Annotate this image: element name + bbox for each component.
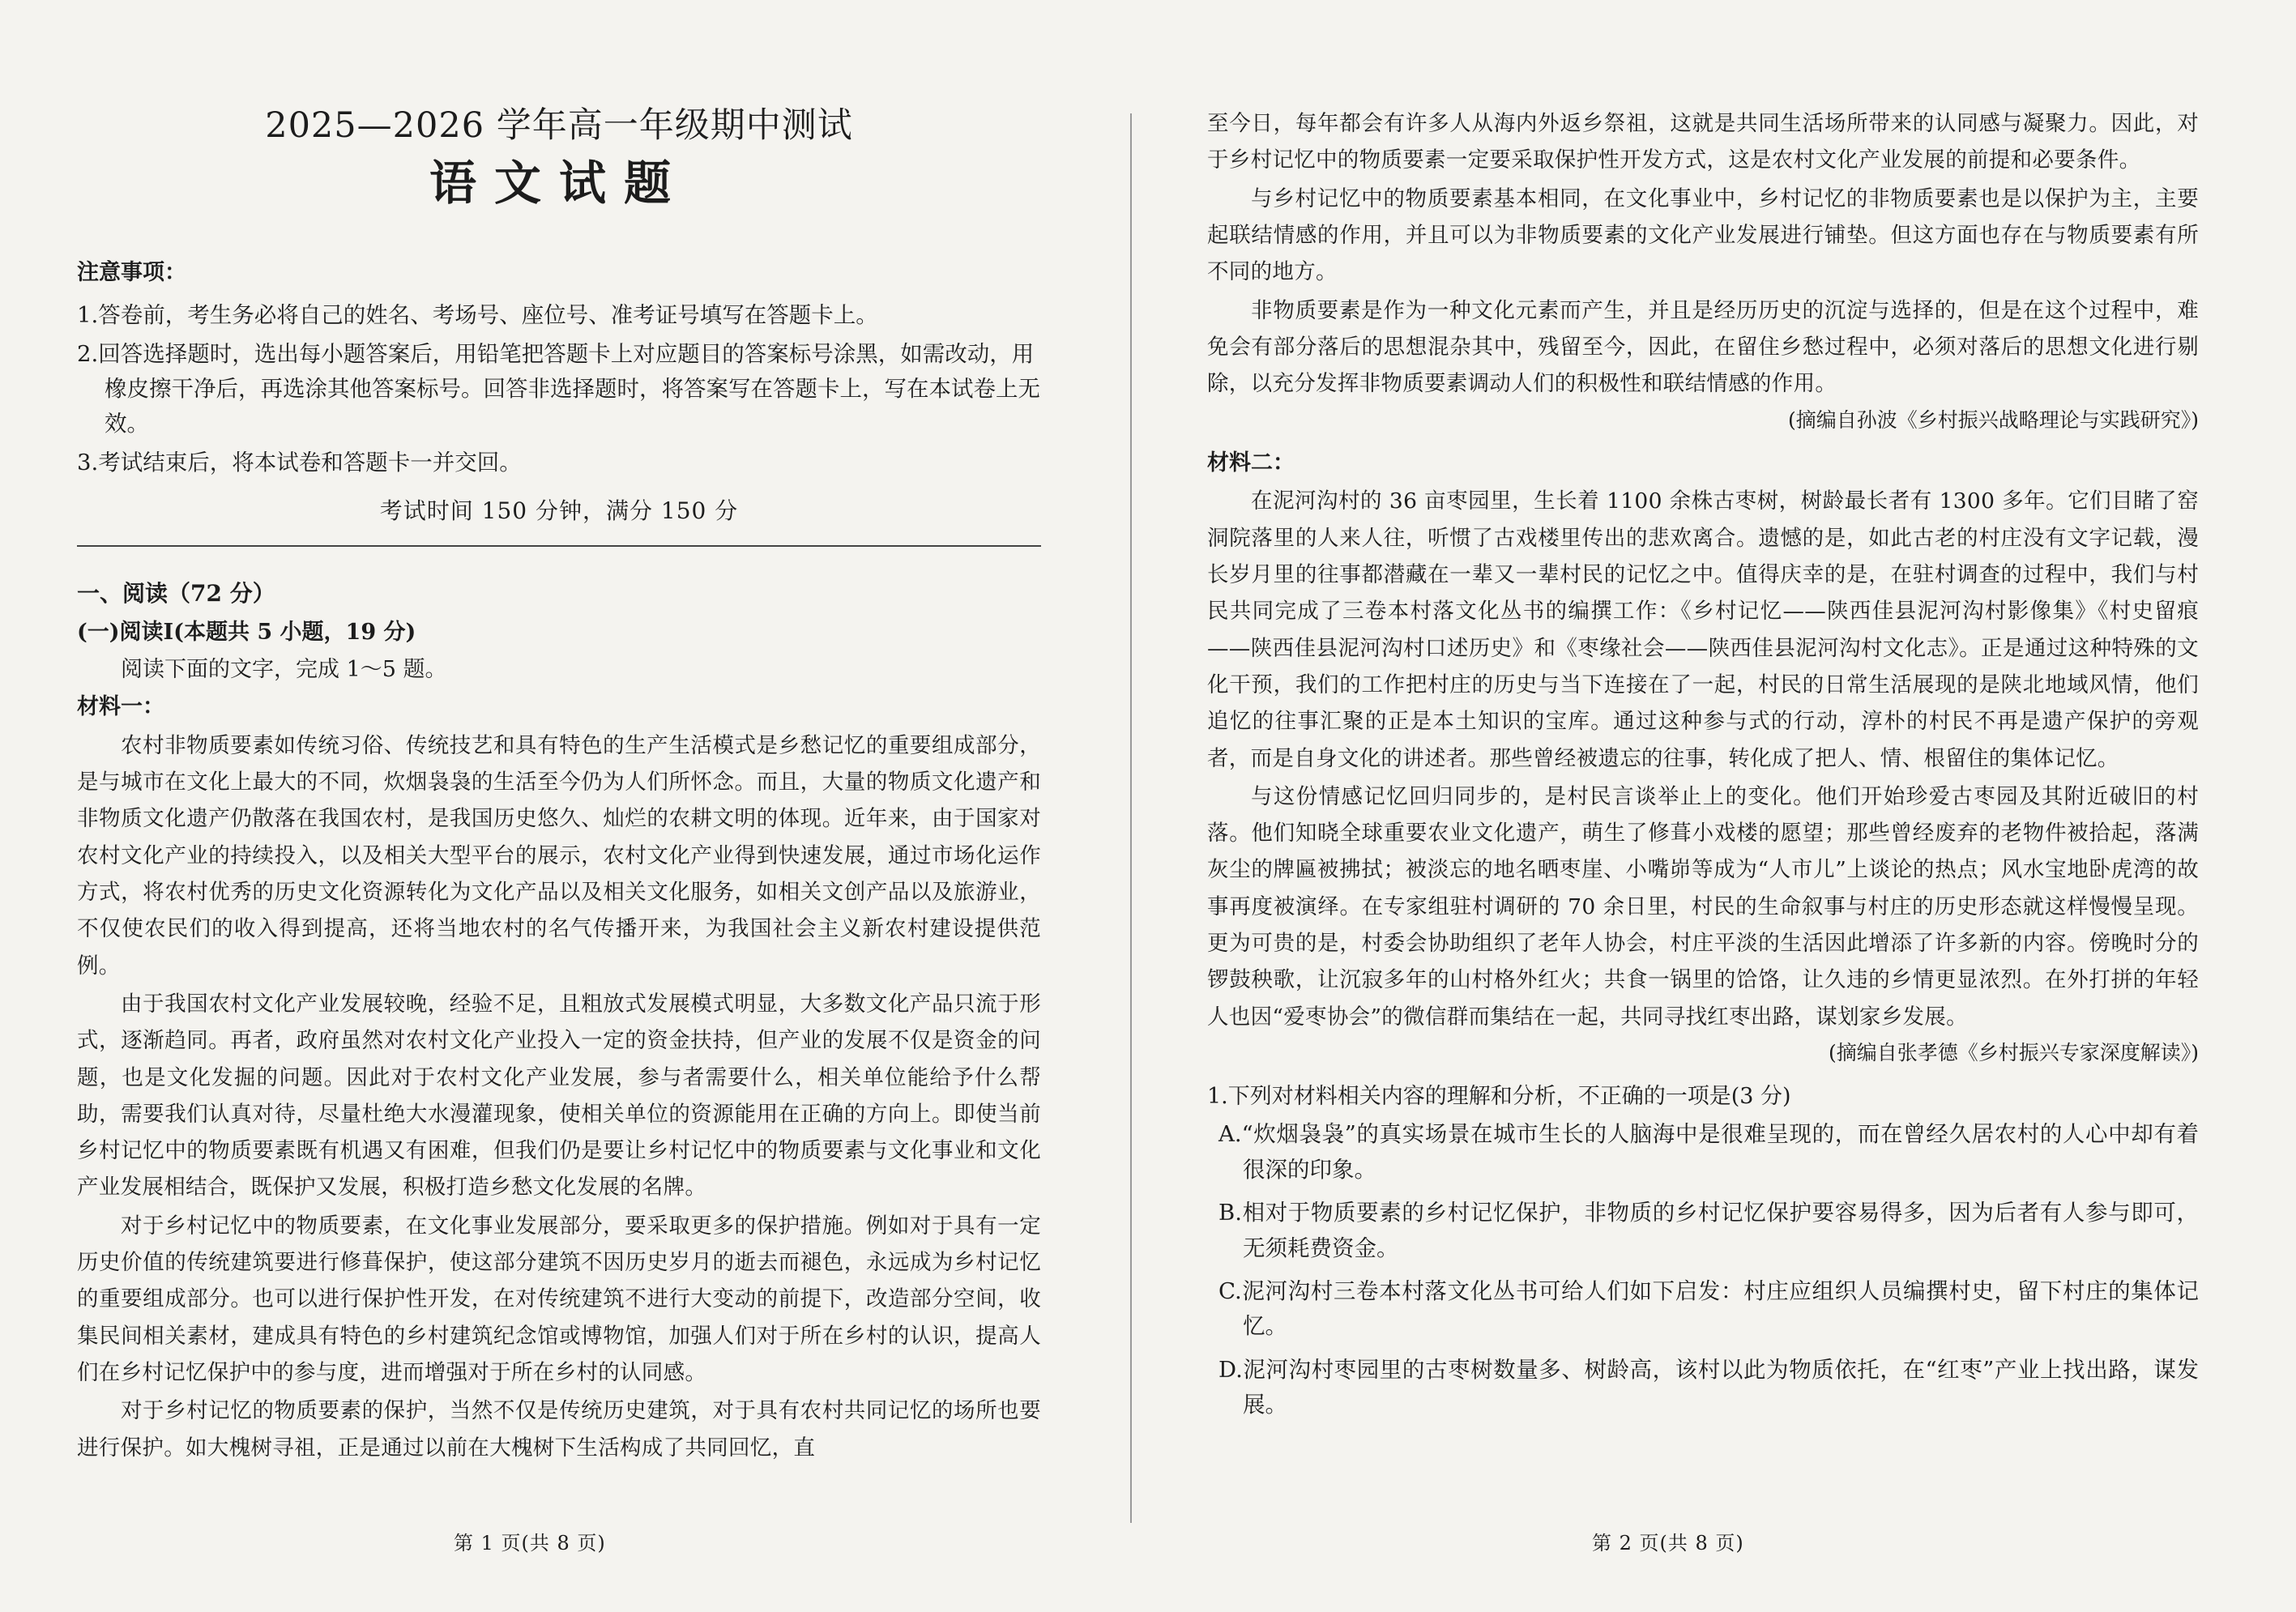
- material-1-paragraph: 对于乡村记忆中的物质要素，在文化事业发展部分，要采取更多的保护措施。例如对于具有一定历史价值的传统建筑要进行修葺保护，使这部分建筑不因历史岁月的逝去而褪色，永远成为乡村记忆的重要组成部分。也可以进行保护性开发，在对传统建筑不进行大变动的前提下，改造部分空间，收集民间相关素材，建成具有特色的乡村建筑纪念馆或博物馆，加强人们对于所在乡村的认识，提高人们在乡村记忆保护中的参与度，进而增强对于所在乡村的认同感。: [77, 1213, 1041, 1386]
- question-1-stem: 1.下列对材料相关内容的理解和分析，不正确的一项是(3 分): [1207, 1084, 1791, 1110]
- notice-item-2: 2.回答选择题时，选出每小题答案后，用铅笔把答题卡上对应题目的答案标号涂黑，如需改动，用橡皮擦干净后，再选涂其他答案标号。回答非选择题时，将答案写在答题卡上，写在本试卷上无效。: [77, 341, 1040, 437]
- page-fold-divider: [1130, 113, 1132, 1523]
- notice-item-1: 1.答卷前，考生务必将自己的姓名、考场号、座位号、准考证号填写在答题卡上。: [77, 301, 878, 328]
- exam-page-2: [1138, 0, 2296, 1612]
- material-1-paragraph: 对于乡村记忆的物质要素的保护，当然不仅是传统历史建筑，对于具有农村共同记忆的场所也要进行保护。如大槐树寻祖，正是通过以前在大槐树下生活构成了共同回忆，直: [77, 1398, 1041, 1461]
- page-footer-1: 第 1 页(共 8 页): [454, 1532, 606, 1554]
- section-divider: [77, 545, 1041, 547]
- subsection-heading: (一)阅读Ⅰ(本题共 5 小题，19 分): [77, 620, 416, 646]
- material-1-paragraph: 农村非物质要素如传统习俗、传统技艺和具有特色的生产生活模式是乡愁记忆的重要组成部分，是与城市在文化上最大的不同，炊烟袅袅的生活至今仍为人们所怀念。而且，大量的物质文化遗产和非物质文化遗产仍散落在我国农村，是我国历史悠久、灿烂的农耕文明的体现。近年来，由于国家对农村文化产业的持续投入，以及相关大型平台的展示，农村文化产业得到快速发展，通过市场化运作方式，将农村优秀的历史文化资源转化为文化产品以及相关文化服务，如相关文创产品以及旅游业，不仅使农民们的收入得到提高，还将当地农村的名气传播开来，为我国社会主义新农村建设提供范例。: [77, 732, 1041, 979]
- question-1-option-c: C.泥河沟村三卷本村落文化丛书可给人们如下启发：村庄应组织人员编撰村史，留下村庄的集体记忆。: [1218, 1277, 2199, 1340]
- material-1-paragraph: 非物质要素是作为一种文化元素而产生，并且是经历历史的沉淀与选择的，但是在这个过程中，难免会有部分落后的思想混杂其中，残留至今，因此，在留住乡愁过程中，必须对落后的思想文化进行剔除，以充分发挥非物质要素调动人们的积极性和联结情感的作用。: [1207, 297, 2199, 397]
- exam-time-info: 考试时间 150 分钟，满分 150 分: [379, 497, 739, 524]
- exam-subject-title: 语文试题: [429, 155, 689, 211]
- material-2-paragraph: 在泥河沟村的 36 亩枣园里，生长着 1100 余株古枣树，树龄最长者有 1300 多年。它们目睹了窑洞院落里的人来人往，听惯了古戏楼里传出的悲欢离合。遗憾的是，如此古老的村庄没有文字记载，漫长岁月里的往事都潜藏在一辈又一辈村民的记忆之中。值得庆幸的是，在驻村调查的过程中，我们与村民共同完成了三卷本村落文化丛书的编撰工作：《乡村记忆——陕西佳县泥河沟村影像集》《村史留痕——陕西佳县泥河沟村口述历史》和《枣缘社会——陕西佳县泥河沟村文化志》。正是通过这种特殊的文化干预，我们的工作把村庄的历史与当下连接在了一起，村民的日常生活展现的是陕北地域风情，他们追忆的往事汇聚的正是本土知识的宝库。通过这种参与式的行动，淳朴的村民不再是遗产保护的旁观者，而是自身文化的讲述者。那些曾经被遗忘的往事，转化成了把人、情、根留住的集体记忆。: [1207, 488, 2199, 771]
- material-1-label: 材料一：: [77, 693, 164, 719]
- question-1-option-d: D.泥河沟村枣园里的古枣树数量多、树龄高，该村以此为物质依托，在“红枣”产业上找出路，谋发展。: [1218, 1356, 2199, 1418]
- material-2-paragraph: 与这份情感记忆回归同步的，是村民言谈举止上的变化。他们开始珍爱古枣园及其附近破旧的村落。他们知晓全球重要农业文化遗产，萌生了修葺小戏楼的愿望；那些曾经废弃的老物件被拾起，落满灰尘的牌匾被拂拭；被淡忘的地名晒枣崖、小嘴峁等成为“人市儿”上谈论的热点；风水宝地卧虎湾的故事再度被演绎。在专家组驻村调研的 70 余日里，村民的生命叙事与村庄的历史形态就这样慢慢呈现。更为可贵的是，村委会协助组织了老年人协会，村庄平淡的生活因此增添了许多新的内容。傍晚时分的锣鼓秧歌，让沉寂多年的山村格外红火；共食一锅里的饸饹，让久违的乡情更显浓烈。在外打拼的年轻人也因“爱枣协会”的微信群而集结在一起，共同寻找红枣出路，谋划家乡发展。: [1207, 783, 2199, 1030]
- page-footer-2: 第 2 页(共 8 页): [1592, 1532, 1744, 1554]
- material-1-continued-paragraph: 至今日，每年都会有许多人从海内外返乡祭祖，这就是共同生活场所带来的认同感与凝聚力。因此，对于乡村记忆中的物质要素一定要采取保护性开发方式，这是农村文化产业发展的前提和必要条件。: [1207, 111, 2199, 173]
- material-1-source: (摘编自孙波《乡村振兴战略理论与实践研究》): [1787, 407, 2199, 432]
- material-2-label: 材料二：: [1207, 450, 1295, 475]
- material-1-paragraph: 与乡村记忆中的物质要素基本相同，在文化事业中，乡村记忆的非物质要素也是以保护为主，主要起联结情感的作用，并且可以为非物质要素的文化产业发展进行铺垫。但这方面也存在与物质要素有所不同的地方。: [1207, 186, 2199, 285]
- section-heading-reading: 一、阅读（72 分）: [77, 579, 275, 607]
- notice-item-3: 3.考试结束后，将本试卷和答题卡一并交回。: [77, 450, 522, 476]
- exam-year-title: 2025—2026 学年高一年级期中测试: [265, 105, 853, 146]
- material-2-source: (摘编自张孝德《乡村振兴专家深度解读》): [1828, 1041, 2199, 1065]
- material-1-paragraph: 由于我国农村文化产业发展较晚，经验不足，且粗放式发展模式明显，大多数文化产品只流于形式，逐渐趋同。再者，政府虽然对农村文化产业投入一定的资金扶持，但产业的发展不仅是资金的问题，也是文化发掘的问题。因此对于农村文化产业发展，参与者需要什么，相关单位能给予什么帮助，需要我们认真对待，尽量杜绝大水漫灌现象，使相关单位的资源能用在正确的方向上。即使当前乡村记忆中的物质要素既有机遇又有困难，但我们仍是要让乡村记忆中的物质要素与文化事业和文化产业发展相结合，既保护又发展，积极打造乡愁文化发展的名牌。: [77, 991, 1041, 1200]
- reading-instruction: 阅读下面的文字，完成 1～5 题。: [121, 657, 447, 683]
- notice-heading: 注意事项：: [77, 260, 186, 286]
- exam-page-1: [0, 0, 1138, 1612]
- question-1-option-a: A.“炊烟袅袅”的真实场景在城市生长的人脑海中是很难呈现的，而在曾经久居农村的人心中却有着很深的印象。: [1218, 1121, 2199, 1183]
- question-1-option-b: B.相对于物质要素的乡村记忆保护，非物质的乡村记忆保护要容易得多，因为后者有人参与即可，无须耗费资金。: [1218, 1200, 2199, 1261]
